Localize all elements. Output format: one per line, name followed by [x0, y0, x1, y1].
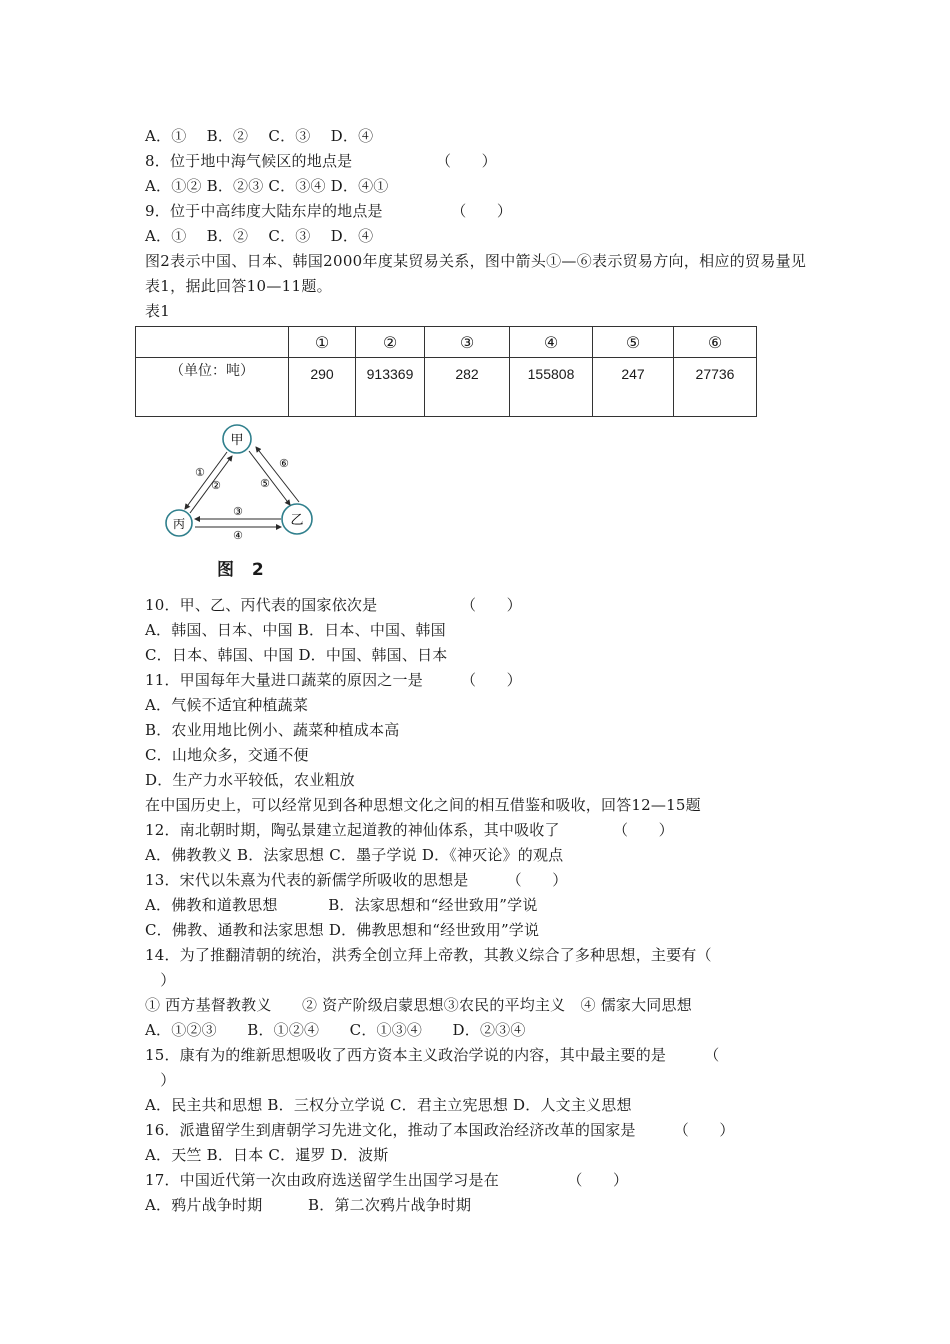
figure-caption: 图 2	[217, 560, 270, 580]
table-header-cell: ①	[289, 327, 356, 358]
question-line: C．日本、韩国、中国 D．中国、韩国、日本	[145, 646, 448, 664]
question-line: ① 西方基督教教义 ② 资产阶级启蒙思想③农民的平均主义 ④ 儒家大同思想	[145, 996, 692, 1014]
table-caption: 表1	[145, 302, 170, 320]
node-yi-label: 乙	[290, 513, 304, 528]
trade-table	[135, 326, 757, 417]
table-header-cell: ⑥	[674, 327, 757, 358]
question-line: A．①②③ B．①②④ C．①③④ D．②③④	[145, 1021, 526, 1039]
arrow-label-4: ④	[233, 529, 243, 542]
question-line: 16．派遣留学生到唐朝学习先进文化，推动了本国政治经济改革的国家是 （ ）	[145, 1121, 735, 1139]
question-line: A．鸦片战争时期 B．第二次鸦片战争时期	[145, 1196, 472, 1214]
node-bing-label: 丙	[172, 517, 186, 531]
table-cell: 155808	[510, 358, 593, 417]
table-header-row	[136, 327, 757, 358]
table-cell: 913369	[356, 358, 425, 417]
table-header-cell: ③	[425, 327, 510, 358]
question-line: A．① B．② C．③ D．④	[145, 227, 374, 245]
trade-diagram-svg	[157, 421, 357, 555]
question-line: C．山地众多，交通不便	[145, 746, 309, 764]
question-line: A．韩国、日本、中国 B．日本、中国、韩国	[145, 621, 446, 639]
question-line: C．佛教、通教和法家思想 D．佛教思想和“经世致用”学说	[145, 921, 540, 939]
question-line: ）	[145, 1071, 176, 1089]
arrow-label-6: ⑥	[279, 457, 289, 470]
question-line: 17．中国近代第一次由政府选送留学生出国学习是在 （ ）	[145, 1171, 629, 1189]
question-line: 13．宋代以朱熹为代表的新儒学所吸收的思想是 （ ）	[145, 871, 568, 889]
question-line: 15．康有为的维新思想吸收了西方资本主义政治学说的内容，其中最主要的是 （	[145, 1046, 720, 1064]
question-line: 在中国历史上，可以经常见到各种思想文化之间的相互借鉴和吸收，回答12—15题	[145, 796, 701, 814]
question-line: A．佛教和道教思想 B．法家思想和“经世致用”学说	[145, 896, 538, 914]
question-line: A．气候不适宜种植蔬菜	[145, 696, 309, 714]
question-line: B．农业用地比例小、蔬菜种植成本高	[145, 721, 400, 739]
question-line: D．生产力水平较低，农业粗放	[145, 771, 355, 789]
question-line: 14．为了推翻清朝的统治，洪秀全创立拜上帝教，其教义综合了多种思想，主要有（	[145, 946, 712, 964]
table-header-cell	[136, 327, 289, 358]
table-cell: 247	[593, 358, 674, 417]
question-line: A．佛教教义 B．法家思想 C．墨子学说 D．《神灭论》的观点	[145, 846, 564, 864]
trade-diagram	[157, 421, 357, 581]
question-line: 9．位于中高纬度大陆东岸的地点是 （ ）	[145, 202, 513, 220]
table-header-cell: ④	[510, 327, 593, 358]
table-header-cell: ②	[356, 327, 425, 358]
arrow-label-3: ③	[233, 505, 243, 518]
question-line: A．①② B．②③ C．③④ D．④①	[145, 177, 389, 195]
table-cell: 27736	[674, 358, 757, 417]
questions-top	[145, 124, 825, 249]
arrow-label-2: ②	[211, 479, 221, 492]
question-line: 10．甲、乙、丙代表的国家依次是 （ ）	[145, 596, 522, 614]
question-line: 11．甲国每年大量进口蔬菜的原因之一是 （ ）	[145, 671, 522, 689]
table-header-cell: ⑤	[593, 327, 674, 358]
questions-bottom	[145, 593, 825, 1218]
question-line: A．天竺 B．日本 C．暹罗 D．波斯	[145, 1146, 389, 1164]
exam-page	[145, 124, 825, 1218]
arrow-6	[256, 447, 299, 502]
question-line: ）	[145, 971, 176, 989]
arrow-label-1: ①	[195, 466, 205, 479]
table-row	[136, 358, 757, 417]
table-cell: 290	[289, 358, 356, 417]
table-cell: 282	[425, 358, 510, 417]
question-line: 8．位于地中海气候区的地点是 （ ）	[145, 152, 497, 170]
intro-paragraph: 图2表示中国、日本、韩国2000年度某贸易关系，图中箭头①—⑥表示贸易方向，相应的贸易量见表1，据此回答10—11题。	[145, 252, 807, 295]
question-line: A．民主共和思想 B．三权分立学说 C．君主立宪思想 D．人文主义思想	[145, 1096, 632, 1114]
question-line: A．① B．② C．③ D．④	[145, 127, 374, 145]
question-line: 12．南北朝时期，陶弘景建立起道教的神仙体系，其中吸收了 （ ）	[145, 821, 674, 839]
unit-label: （单位：吨）	[136, 358, 289, 417]
node-jia-label: 甲	[230, 433, 244, 448]
arrow-label-5: ⑤	[260, 477, 270, 490]
